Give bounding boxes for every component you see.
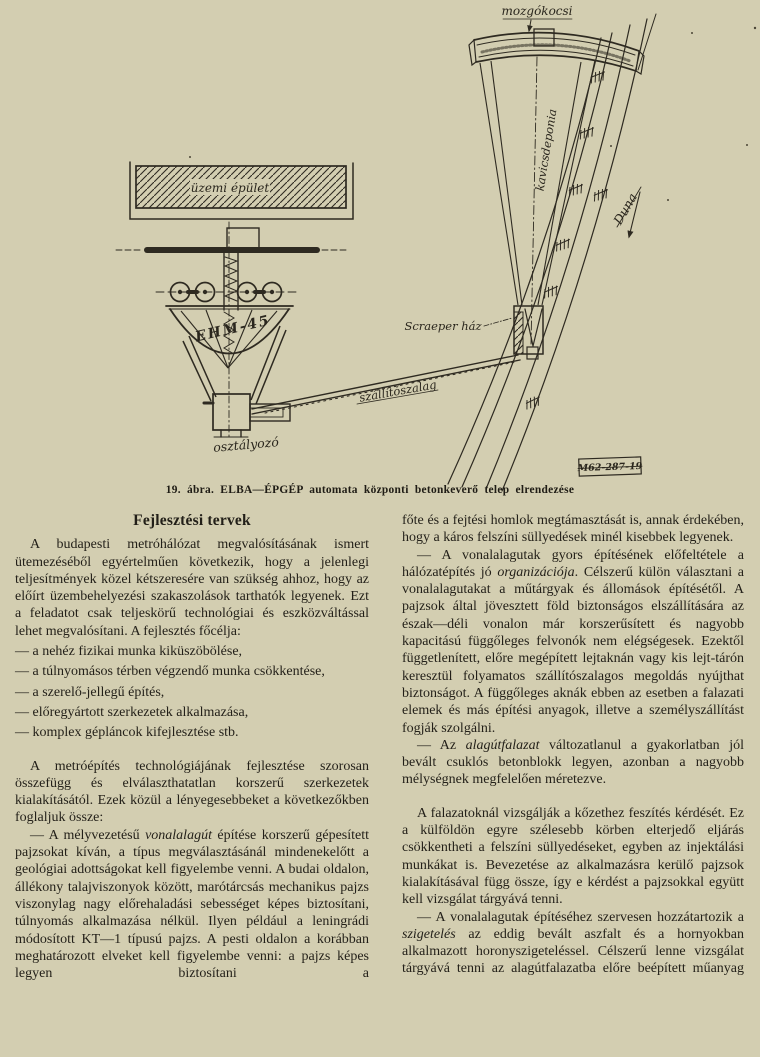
list-item — [15, 684, 369, 701]
osztalyozo-label: osztályozó — [212, 434, 280, 455]
left-column-text — [15, 536, 369, 982]
drawing-number: M62-287-19 — [577, 460, 643, 475]
right-column — [402, 512, 744, 978]
mozgokocsi-bridge — [469, 4, 644, 74]
italic-text: alagútfalazat — [465, 737, 540, 753]
paragraph — [15, 827, 369, 983]
kavicsdeponia-label: kavicsdeponia — [532, 108, 560, 192]
rail-tracks — [448, 14, 656, 491]
text-segment: — Az — [417, 737, 466, 753]
text-segment: A budapesti metróhálózat megvalósításának ismert ütemezéséből egyértelműen következik, hogy a jelenlegi teljesítmények közel kétszeresére van szükség ahhoz, hogy az előírt üzembehelyezési szakaszolások tarthatók legyenek. Ezt a feladatot csak teljeskörű technológiai és eszközváltással lehet megvalósítani. A fejlesztés főcélja: — [15, 537, 369, 639]
uzemi-epulet-label: üzemi épület — [190, 181, 270, 195]
text-segment: — komplex gépláncok kifejlesztése stb. — [15, 725, 239, 741]
list-item — [15, 704, 369, 721]
text-segment: építése korszerű gépesített pajzsokat kíván, a típus megválasztásánál mindenekelőtt a geológiai adottságokat kell figyelembe venni. A budai oldalon, állékony talajviszonyok között, marótárcsás mechanikus pajzs viszonylag nagy előrehaladási sebességet képes biztosítani, túlnyomás alkalmazása nélkül. Ilyen például a leningrádi módosított KT—1 típusú pajzs. A pesti oldalon a korábban meghatározott elveket kell figyelembe venni: a pajzs képes legyen biztosítani a — [15, 827, 369, 982]
scraper-fan-lines — [480, 57, 595, 344]
list-item — [15, 663, 369, 680]
szallitoszalag-label: szállítószalag — [358, 377, 438, 405]
left-column — [15, 512, 369, 982]
right-column-text — [402, 512, 744, 978]
paragraph — [15, 758, 369, 827]
scraper-house — [404, 306, 543, 359]
text-segment: az eddig bevált aszfalt és a hornyokban alkalmazott horonyszigeteléssel. Célszerű lenne vizsgálat tárgyává tenni az alagútfalazatba előre beépített műanyag — [402, 926, 744, 977]
italic-text: vonalalagút — [145, 827, 212, 843]
conveyor-belt — [252, 355, 520, 414]
text-segment: — előregyártott szerkezetek alkalmazása, — [15, 704, 249, 720]
text-segment: főte és a fejtési homlok megtámasztását is, annak érdekében, hogy a káros felszíni süllyedések minél kisebbek legyenek. — [402, 513, 744, 546]
text-segment: — a túlnyomásos térben végzendő munka csökkentése, — [15, 664, 325, 680]
paragraph — [402, 737, 744, 789]
text-segment: A falazatoknál vizsgálják a kőzethez feszítés kérdését. Ez a külföldön egyre szélesebb körben elterjedő eljárás csökkentheti a felszíni süllyedéseket, egyben az injektálási munkákat is. Bevezetése az alkalmazásra kerülő pajzsok kialakításával függ össze, így e kérdést a pajzsokkal együtt kell vizsgálat tárgyává tenni. — [402, 805, 744, 908]
text-segment: — a nehéz fizikai munka kiküszöbölése, — [15, 644, 243, 660]
text-segment: — A vonalalagutak gyors építésének előfeltétele a hálózatépítés jó — [402, 547, 744, 580]
list-item — [15, 724, 369, 741]
figure-drawing — [0, 0, 760, 505]
text-segment: — a szerelő-jellegű építés, — [15, 684, 165, 700]
italic-text: szigetelés — [402, 926, 456, 942]
uzemi-epulet-building — [130, 162, 353, 219]
scraeper-haz-label: Scraeper ház — [404, 319, 482, 333]
ehm45-label: EHM-45 — [193, 312, 273, 346]
mixer-plant — [116, 222, 348, 455]
paragraph — [402, 512, 744, 547]
text-segment: . Célszerű külön választani a vonalalagutakat a műtárgyak és állomások építésétől. A pajzsok által jövesztett föld biztonságos elszállítására az észak—déli vonalon már korszerűsített és nagyobb kapacitású függőleges felvonók nem elégségesek. Ezektől függetlenített, előre megépített lejtaknán vagy kis lejt-tárón keresztül folyamatos szállítószalagos megoldás nyújthat biztonságot. A függőleges aknák ebben az esetben a falazati elemek és más építési anyagok, illetve a személyszállítást fogják szolgálni. — [402, 564, 744, 736]
text-segment: változatlanul a gyakorlatban jól bevált csuklós betonblokk legyen, azonban a nagyobb mélységnek megfelelően méretezve. — [402, 737, 744, 788]
figure-caption: 19. ábra. ELBA—ÉPGÉP automata központi betonkeverő telep elrendezése — [165, 484, 575, 496]
text-segment: — A mélyvezetésű — [30, 827, 146, 843]
duna-label: Duna — [610, 190, 640, 228]
italic-text: organizációja — [497, 564, 575, 580]
list-item — [15, 643, 369, 660]
text-segment: A metróépítés technológiájának fejlesztése szorosan összefügg és elválaszthatatlan korszerű szerkezetek kialakításától. Ezek közül a lényegesebbeket a következőkben foglaljuk össze: — [15, 758, 369, 826]
drawing-number-box — [576, 457, 643, 476]
mozgokocsi-label: mozgókocsi — [501, 4, 573, 18]
text-segment: — A vonalalagutak építéséhez szervesen hozzátartozik a — [417, 909, 744, 925]
section-heading: Fejlesztési tervek — [133, 512, 251, 529]
paragraph — [402, 805, 744, 909]
paragraph — [15, 536, 369, 640]
paragraph — [402, 909, 744, 978]
paragraph — [402, 547, 744, 737]
duna-river-label — [610, 187, 641, 237]
